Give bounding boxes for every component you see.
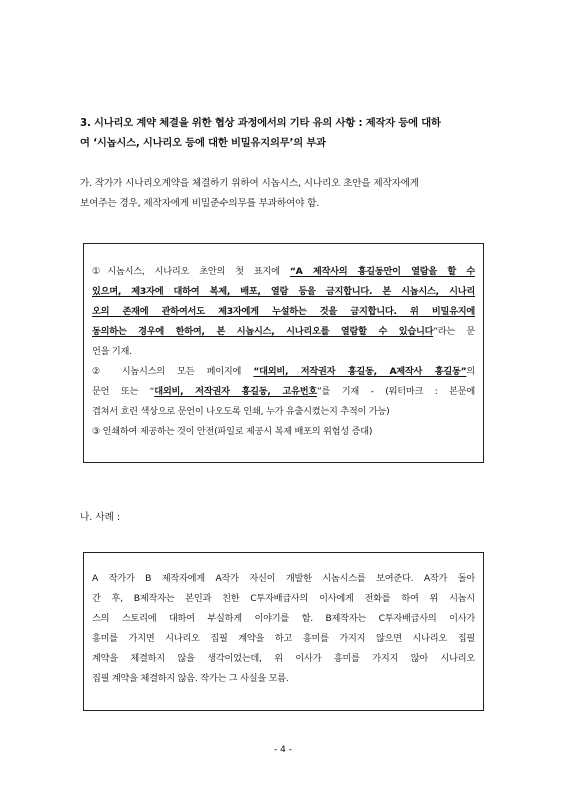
item-1-line-3: 오의 존재에 관하여서도 제3자에게 누설하는 것을 금지합니다. 위 비밀유지에 xyxy=(92,306,475,317)
example-line-1: A 작가가 B 제작자에게 A작가 자신이 개발한 시놉시스를 보여준다. A작가 돌아 xyxy=(92,573,475,584)
item-3: ③ 인쇄하여 제공하는 것이 안전(파일로 제공시 복제 배포의 위험성 증대) xyxy=(92,426,373,437)
section-heading xyxy=(80,113,492,153)
item-1-line-1: ①시놉시스, 시나리오 초안의 첫 표지에 “A 제작사의 홍길동만이 열람을 할 수 xyxy=(92,266,475,277)
example-line-6: 집필 계약을 체결하지 않음. 작가는 그 사실을 모름. xyxy=(92,673,289,684)
item-1-line-5: 언을 기재. xyxy=(92,346,132,357)
intro-line-1: 가. 작가가 시나리오계약을 체결하기 위하여 시놉시스, 시나리오 초안을 제작자에게 xyxy=(80,178,419,189)
item-1-line-4: 동의하는 경우에 한하여, 본 시놉시스, 시나리오를 열람할 수 있습니다”라는 문 xyxy=(92,326,475,337)
item-1-line-2: 있으며, 제3자에 대하여 복제, 배포, 열람 등을 금지합니다. 본 시놉시스, 시나리 xyxy=(92,286,475,297)
item-2-line-2: 문언 또는 “대외비, 저작권자 홍길동, 고유번호”를 기재 - (워터마크 : 본문에 xyxy=(92,386,476,397)
item-2-line-3: 겹쳐서 흐린 색상으로 문언이 나오도록 인쇄, 누가 유출시켰는지 추적이 가능) xyxy=(92,406,390,417)
confidentiality-guidance-box xyxy=(83,243,484,463)
example-line-4: 흥미를 가지면 시나리오 집필 계약을 하고 흥미를 가지지 않으면 시나리오 집필 xyxy=(92,633,475,644)
intro-paragraph xyxy=(80,174,492,214)
section-heading-line-1: 3. 시나리오 계약 체결을 위한 협상 과정에서의 기타 유의 사항 : 제작자 등에 대하 xyxy=(80,117,441,129)
example-line-5: 계약을 체결하지 않을 생각이었는데, 위 이사가 흥미를 가지지 않아 시나리오 xyxy=(92,653,475,664)
example-line-3: 스의 스토리에 대하여 부실하게 이야기를 함. B제작자는 C투자배급사의 이사가 xyxy=(92,613,475,624)
example-label: 나. 사례 : xyxy=(80,512,121,523)
item-2-line-1: ② 시놉시스의 모든 페이지에 “대외비, 저작권자 홍길동, A제작사 홍길동”의 xyxy=(92,366,475,377)
example-line-2: 간 후, B제작자는 본인과 친한 C투자배급사의 이사에게 전화를 하여 위 시놉시 xyxy=(92,593,475,604)
page-number: - 4 - xyxy=(274,745,292,755)
example-case-box xyxy=(83,552,484,711)
intro-line-2: 보여주는 경우, 제작자에게 비밀준수의무를 부과하여야 함. xyxy=(80,198,320,209)
notice-text-bold: “A 제작사의 홍길동만이 열람을 할 수 xyxy=(289,266,475,277)
section-heading-line-2: 여 ‘시놉시스, 시나리오 등에 대한 비밀유지의무’의 부과 xyxy=(80,137,326,149)
